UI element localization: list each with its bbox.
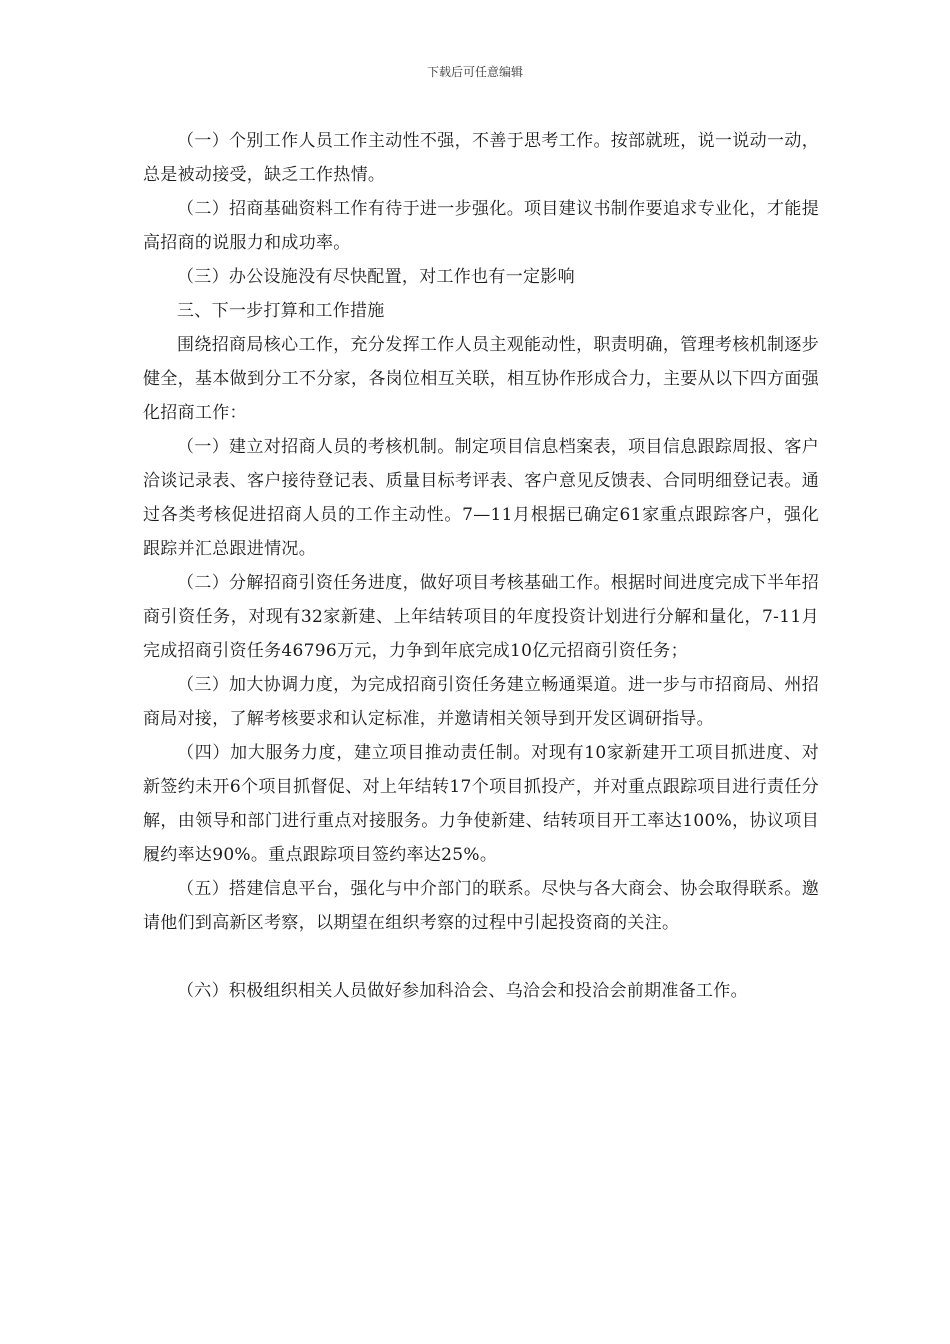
- section-heading-next-steps: 三、下一步打算和工作措施: [177, 301, 385, 321]
- paragraph-issue-3: （三）办公设施没有尽快配置，对工作也有一定影响: [177, 267, 575, 287]
- paragraph-measure-6: （六）积极组织相关人员做好参加科洽会、乌洽会和投洽会前期准备工作。: [177, 981, 748, 1001]
- paragraph-intro: 围绕招商局核心工作，充分发挥工作人员主观能动性，职责明确，管理考核机制逐步健全，基本做到分工不分家，各岗位相互关联，相互协作形成合力，主要从以下四方面强化招商工作：: [143, 335, 819, 423]
- paragraph-issue-1: （一）个别工作人员工作主动性不强，不善于思考工作。按部就班，说一说动一动，总是被动接受，缺乏工作热情。: [143, 131, 819, 185]
- paragraph-measure-4: （四）加大服务力度，建立项目推动责任制。对现有10家新建开工项目抓进度、对新签约未开6个项目抓督促、对上年结转17个项目抓投产，并对重点跟踪项目进行责任分解，由领导和部门进行重点对接服务。力争使新建、结转项目开工率达100%，协议项目履约率达90%。重点跟踪项目签约率达25%。: [143, 743, 819, 865]
- paragraph-measure-2: （二）分解招商引资任务进度，做好项目考核基础工作。根据时间进度完成下半年招商引资任务，对现有32家新建、上年结转项目的年度投资计划进行分解和量化，7-11月完成招商引资任务46796万元，力争到年底完成10亿元招商引资任务；: [143, 573, 819, 661]
- document-body: [143, 124, 819, 1008]
- paragraph-measure-3: （三）加大协调力度，为完成招商引资任务建立畅通渠道。进一步与市招商局、州招商局对接，了解考核要求和认定标准，并邀请相关领导到开发区调研指导。: [143, 675, 819, 729]
- page-header: 下载后可任意编辑: [426, 65, 523, 79]
- paragraph-issue-2: （二）招商基础资料工作有待于进一步强化。项目建议书制作要追求专业化，才能提高招商的说服力和成功率。: [143, 199, 819, 253]
- paragraph-measure-5: （五）搭建信息平台，强化与中介部门的联系。尽快与各大商会、协会取得联系。邀请他们到高新区考察，以期望在组织考察的过程中引起投资商的关注。: [143, 879, 819, 933]
- paragraph-measure-1: （一）建立对招商人员的考核机制。制定项目信息档案表，项目信息跟踪周报、客户洽谈记录表、客户接待登记表、质量目标考评表、客户意见反馈表、合同明细登记表。通过各类考核促进招商人员的工作主动性。7—11月根据已确定61家重点跟踪客户，强化跟踪并汇总跟进情况。: [143, 437, 819, 559]
